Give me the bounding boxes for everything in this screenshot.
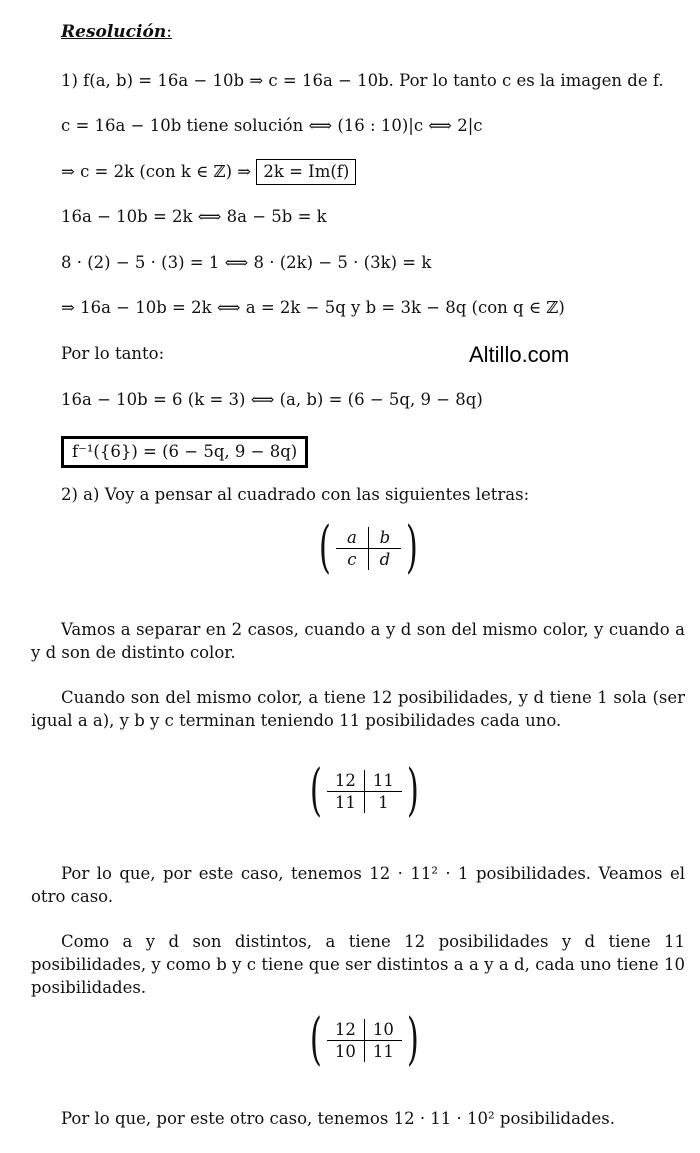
matrix-diff-color (305, 1007, 424, 1072)
section-title: Resolución: (61, 22, 172, 42)
right-paren: ) (406, 758, 419, 823)
matrix-cell: 11 (327, 792, 365, 813)
paragraph-2: Cuando son del mismo color, a tiene 12 posibilidades, y d tiene 1 sola (ser igual a a), y b y c terminan teniendo 11 posibilidades cada uno. (31, 688, 685, 730)
matrix-cell: b (369, 527, 401, 549)
matrix-cell: 12 (327, 770, 365, 792)
paragraph-3: Por lo que, por este caso, tenemos 12 · 11² · 1 posibilidades. Veamos el otro caso. (31, 864, 685, 906)
right-paren: ) (406, 1007, 419, 1072)
line-4: 16a − 10b = 2k ⟺ 8a − 5b = k (61, 207, 327, 226)
matrix-cell: 12 (327, 1019, 365, 1041)
line-3-text: ⇒ c = 2k (con k ∈ ℤ) ⇒ (61, 162, 252, 181)
left-paren: ( (309, 758, 322, 823)
matrix-cell: 1 (378, 792, 389, 812)
matrix-cell: c (336, 549, 369, 570)
line-7: Por lo tanto: (61, 344, 165, 363)
left-paren: ( (318, 515, 331, 580)
matrix-grid (327, 1019, 402, 1062)
matrix-cell: 10 (365, 1019, 402, 1041)
matrix-cell: d (379, 549, 391, 569)
matrix-same-color (305, 758, 424, 823)
line-8: 16a − 10b = 6 (k = 3) ⟺ (a, b) = (6 − 5q, 9 − 8q) (61, 390, 483, 409)
line-6: ⇒ 16a − 10b = 2k ⟺ a = 2k − 5q y b = 3k − 8q (con q ∈ ℤ) (61, 298, 565, 317)
preimage-box: f⁻¹({6}) = (6 − 5q, 9 − 8q) (61, 436, 308, 468)
watermark: Altillo.com (469, 342, 570, 367)
matrix-cell: 10 (327, 1041, 365, 1062)
paragraph-5: Por lo que, por este otro caso, tenemos 12 · 11 · 10² posibilidades. (61, 1109, 615, 1128)
matrix-cell: 11 (365, 770, 402, 792)
paragraph-1: Vamos a separar en 2 casos, cuando a y d son del mismo color, y cuando a y d son de distinto color. (31, 620, 685, 662)
matrix-grid (336, 527, 401, 570)
matrix-cell: a (336, 527, 369, 549)
line-9 (61, 436, 308, 468)
line-2: c = 16a − 10b tiene solución ⟺ (16 : 10)|c ⟺ 2|c (61, 116, 483, 135)
part2-intro: 2) a) Voy a pensar al cuadrado con las siguientes letras: (61, 485, 530, 504)
matrix-letters (314, 515, 423, 580)
matrix-grid (327, 770, 402, 813)
matrix-cell: 11 (372, 1041, 394, 1061)
line-3 (61, 159, 356, 185)
image-box: 2k = Im(f) (256, 159, 356, 185)
paragraph-4: Como a y d son distintos, a tiene 12 posibilidades y d tiene 11 posibilidades, y como b y c tiene que ser distintos a a y a d, cada uno tiene 10 posibilidades. (31, 932, 685, 997)
line-1: 1) f(a, b) = 16a − 10b ⇒ c = 16a − 10b. Por lo tanto c es la imagen de f. (61, 71, 664, 90)
right-paren: ) (405, 515, 418, 580)
left-paren: ( (309, 1007, 322, 1072)
line-5: 8 · (2) − 5 · (3) = 1 ⟺ 8 · (2k) − 5 · (3k) = k (61, 253, 432, 272)
